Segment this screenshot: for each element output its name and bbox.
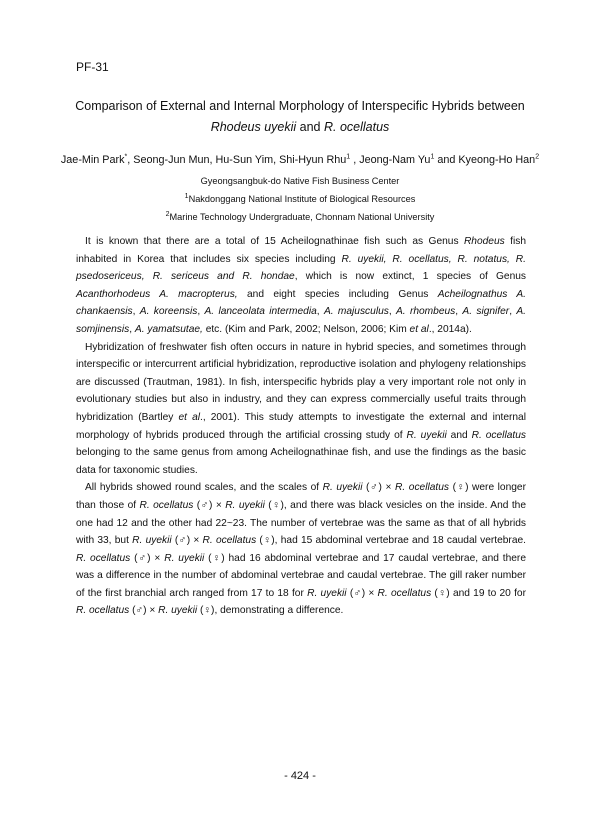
affiliation-1-mark: 1: [184, 192, 189, 200]
text-run: ,: [316, 306, 324, 318]
et-al: et al: [409, 323, 429, 335]
text-run: (♀), and there was black vesicles on the inside. And the one had 12 and the other had 22~23. The number of vertebrae was the same as that of all hybrids with 33, but: [76, 499, 526, 547]
text-run: (♂) ×: [171, 535, 203, 547]
title-conjunction: and: [296, 120, 324, 134]
page-number: - 424 -: [284, 770, 316, 782]
species-name: R. ocellatus: [377, 587, 432, 599]
affiliation-1-text: Nakdonggang National Institute of Biological Resources: [188, 194, 416, 204]
text-run: ,: [129, 323, 135, 335]
species-name: A. lanceolata intermedia: [204, 306, 317, 318]
title-line-1: Comparison of External and Internal Morphology of Interspecific Hybrids between: [75, 99, 525, 113]
paragraph-3: [76, 479, 526, 620]
author-1-mark: *: [124, 153, 128, 161]
title-species-1: Rhodeus uyekii: [210, 120, 297, 134]
species-name: R. ocellatus: [76, 552, 131, 564]
text-run: (♂) ×: [346, 587, 378, 599]
species-name: R. ocellatus: [202, 535, 257, 547]
text-run: belonging to the same genus from among Acheilognathinae fish, and use the findings as the basic data for taxonomic studies.: [76, 447, 526, 476]
species-name: A. rhombeus: [396, 306, 456, 318]
species-name: A. majusculus: [323, 306, 389, 318]
affiliation-0: Gyeongsangbuk-do Native Fish Business Center: [200, 176, 400, 186]
species-name: R. uyekii: [158, 605, 198, 617]
affiliation-2-text: Marine Technology Undergraduate, Chonnam National University: [169, 212, 435, 222]
text-run: All hybrids showed round scales, and the scales of: [85, 482, 323, 494]
author-mark-2: 2: [535, 153, 540, 161]
species-name: Acanthorhodeus A. macropterus,: [76, 288, 238, 300]
affiliations: [40, 172, 560, 226]
text-run: (♀), demonstrating a difference.: [197, 605, 344, 617]
author-mark-1b: 1: [430, 153, 435, 161]
text-run: fish inhabited in Korea that includes six species including: [76, 236, 526, 265]
text-run: and eight species including Genus: [237, 288, 438, 300]
species-name: A. koreensis: [139, 306, 198, 318]
genus-name: Rhodeus: [463, 236, 505, 247]
species-name: R. ocellatus: [395, 482, 449, 494]
paragraph-1: [76, 233, 526, 339]
text-run: ., 2001). This study attempts to investigate the external and internal morphology of hybrids produced through the artificial crossing study of: [76, 411, 526, 441]
author-5: , Jeong-Nam Yu: [350, 154, 431, 166]
species-name: R. ocellatus: [76, 605, 130, 617]
species-name: R. uyekii: [307, 587, 347, 599]
author-1: Jae-Min Park: [60, 154, 125, 166]
page-code: PF-31: [76, 60, 109, 74]
paragraph-2: [76, 339, 526, 480]
species-list: R. uyekii, R. ocellatus, R. notatus, R. psedosericeus, R. sericeus and R. hondae: [76, 253, 526, 283]
text-run: ,: [132, 306, 140, 318]
text-run: (♀) and 19 to 20 for: [431, 587, 526, 599]
species-name: R. uyekii: [225, 499, 265, 511]
species-name: R. ocellatus: [471, 429, 526, 441]
author-6: and Kyeong-Ho Han: [434, 154, 536, 166]
species-name: R. uyekii: [164, 552, 205, 564]
et-al: et al: [178, 411, 201, 423]
text-run: ,: [388, 306, 396, 318]
species-name: R. uyekii: [406, 429, 447, 441]
affiliation-2: [40, 208, 560, 226]
text-run: , which is now extinct, 1 species of Genus: [294, 271, 527, 283]
paper-title: [40, 96, 560, 138]
author-mark-1: 1: [346, 153, 351, 161]
text-run: (♂) ×: [362, 482, 396, 494]
affiliation-1: [40, 190, 560, 208]
abstract-body: [76, 233, 526, 620]
title-species-2: R. ocellatus: [323, 120, 390, 134]
species-name: A. somjinensis: [76, 306, 526, 335]
species-name: R. uyekii: [132, 535, 172, 547]
text-run: Hybridization of freshwater fish often occurs in nature in hybrid species, and sometimes through interspecific or intercurrent artificial hybridization, reproductive isolation and phylogeny relationships are discussed (Trautman, 1981). In fish, interspecific hybrids play a very important role not only in evolutionary studies but also in industry, and they can express commercially useful traits through hybridization (Bartley: [76, 341, 526, 423]
text-run: ., 2014a).: [428, 323, 472, 335]
species-name: R. uyekii: [322, 482, 363, 494]
text-run: It is known that there are a total of 15 Acheilognathinae fish such as Genus: [85, 236, 464, 247]
species-name: A. signifer: [462, 306, 510, 318]
species-name: A. yamatsutae,: [134, 323, 203, 335]
text-run: etc. (Kim and Park, 2002; Nelson, 2006; Kim: [202, 323, 410, 335]
text-run: (♂) ×: [129, 605, 159, 617]
authors-2-4: , Seong-Jun Mun, Hu-Sun Yim, Shi-Hyun Rhu: [127, 154, 347, 166]
affiliation-2-mark: 2: [165, 210, 170, 218]
species-name: R. ocellatus: [139, 499, 194, 511]
text-run: (♂) ×: [130, 552, 165, 564]
text-run: ,: [197, 306, 205, 318]
text-run: (♀) were longer than those of: [76, 482, 526, 511]
text-run: ,: [455, 306, 463, 318]
title-line-2: [40, 117, 560, 138]
text-run: ,: [509, 306, 517, 318]
author-list: [40, 153, 560, 168]
text-run: and: [446, 429, 472, 441]
text-run: (♂) ×: [193, 499, 226, 511]
species-name: Acheilognathus A. chankaensis: [76, 288, 527, 318]
text-run: (♀) had 16 abdominal vertebrae and 17 caudal vertebrae, and there was a difference in the number of abdominal vertebrae and caudal vertebrae. The gill raker number of the first branchial arch ranged from 17 to 18 for: [76, 552, 526, 599]
text-run: (♀), had 15 abdominal vertebrae and 18 caudal vertebrae.: [256, 535, 526, 547]
